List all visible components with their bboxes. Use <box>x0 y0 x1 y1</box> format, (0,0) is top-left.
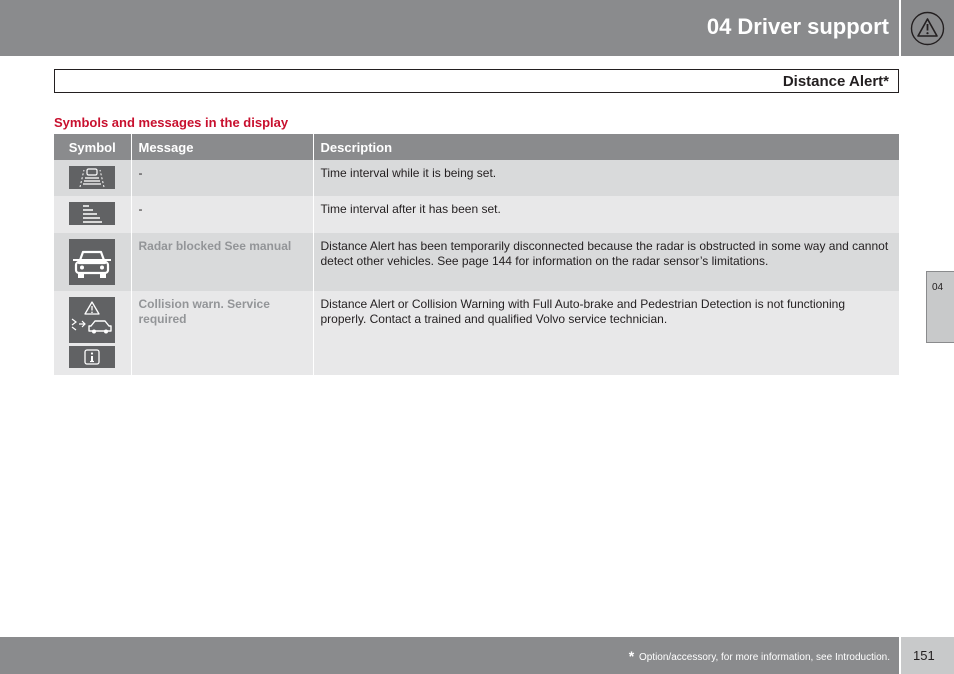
symbol-cell <box>54 291 131 375</box>
warning-triangle-icon <box>910 11 945 46</box>
time-interval-set-icon <box>69 202 115 225</box>
message-cell: Collision warn. Service required <box>131 291 313 375</box>
time-interval-setting-icon <box>69 166 115 189</box>
page-number-box <box>901 637 954 674</box>
footer-note-text: Option/accessory, for more information, see Introduction. <box>638 652 890 663</box>
table-row <box>54 196 899 233</box>
footer-bar <box>0 637 899 674</box>
message-cell: Radar blocked See manual <box>131 233 313 291</box>
footer-note <box>629 648 890 664</box>
chapter-title: 04 Driver support <box>706 14 889 39</box>
description-cell: Time interval after it has been set. <box>313 196 899 233</box>
header-icon-box <box>901 0 954 56</box>
section-title-box <box>54 69 899 93</box>
chapter-side-tab <box>926 271 954 343</box>
table-row <box>54 291 899 375</box>
page-number: 151 <box>913 648 935 663</box>
symbols-messages-table <box>54 134 899 375</box>
table-row <box>54 233 899 291</box>
table-row <box>54 160 899 196</box>
header-bar <box>0 0 899 56</box>
symbol-cell <box>54 160 131 196</box>
symbol-cell <box>54 233 131 291</box>
message-cell: - <box>131 196 313 233</box>
description-cell: Distance Alert or Collision Warning with Full Auto-brake and Pedestrian Detection is not functioning properly. Contact a trained and qualified Volvo service technician. <box>313 291 899 375</box>
radar-blocked-car-icon <box>69 239 115 285</box>
column-header-symbol: Symbol <box>54 134 131 160</box>
column-header-description: Description <box>313 134 899 160</box>
message-cell: - <box>131 160 313 196</box>
description-cell: Time interval while it is being set. <box>313 160 899 196</box>
column-header-message: Message <box>131 134 313 160</box>
info-icon <box>69 346 115 368</box>
collision-warning-icon <box>69 297 115 343</box>
footer-asterisk: * <box>628 648 635 664</box>
table-header-row <box>54 134 899 160</box>
description-cell: Distance Alert has been temporarily disconnected because the radar is obstructed in some way and cannot detect other vehicles. See page 144 for information on the radar sensor’s limitations. <box>313 233 899 291</box>
subheading: Symbols and messages in the display <box>54 115 289 130</box>
symbol-cell <box>54 196 131 233</box>
section-title: Distance Alert* <box>782 73 889 90</box>
chapter-side-tab-label: 04 <box>932 282 944 293</box>
